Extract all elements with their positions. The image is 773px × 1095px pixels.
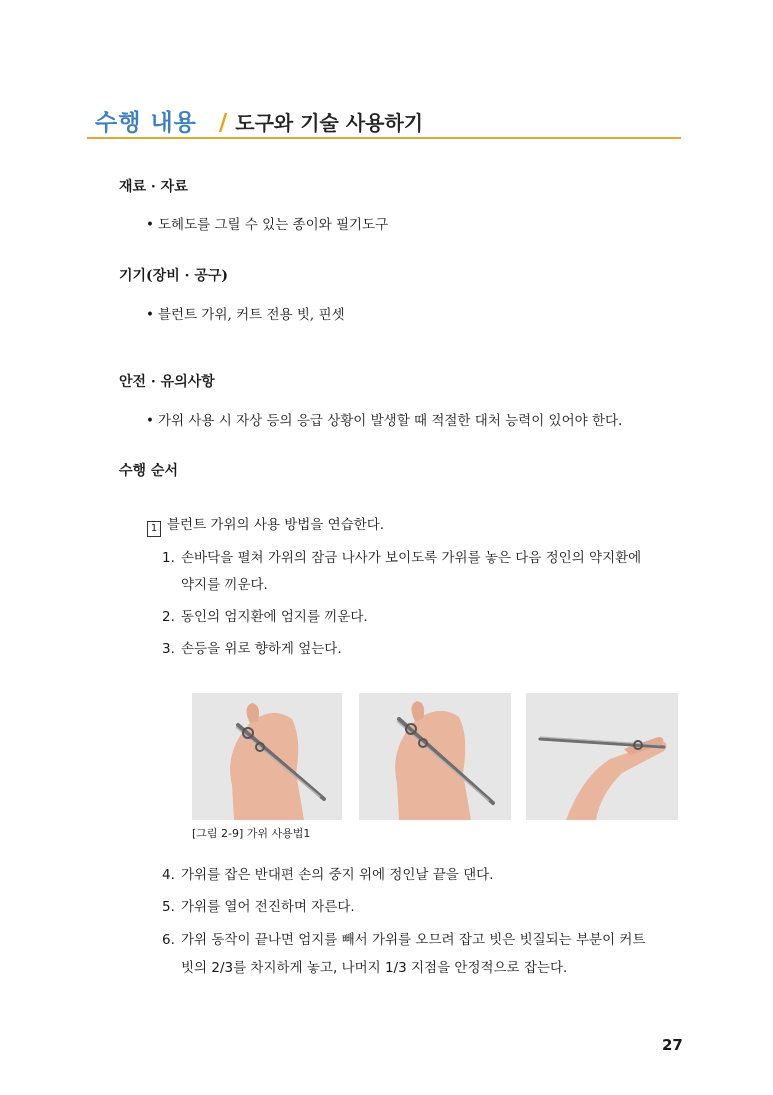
substep-text: 가위를 열어 전진하며 자른다. xyxy=(181,899,355,915)
header-rule xyxy=(87,137,681,139)
substep-item xyxy=(162,863,493,883)
safety-heading: 안전 · 유의사항 xyxy=(119,374,215,390)
substep-number: 1. xyxy=(162,550,175,566)
materials-heading: 재료 · 자료 xyxy=(119,179,188,195)
substep-number: 4. xyxy=(162,867,175,883)
hand-scissors-illustration xyxy=(526,693,678,820)
substep-text: 가위를 잡은 반대편 손의 중지 위에 정인날 끝을 댄다. xyxy=(181,867,494,883)
topic-title: 도구와 기술 사용하기 xyxy=(235,111,424,135)
substep-text: 가위 동작이 끝나면 엄지를 빼서 가위를 오므려 잡고 빗은 빗질되는 부분이 커트 xyxy=(181,932,646,948)
equipment-item: • 블런트 가위, 커트 전용 빗, 핀셋 xyxy=(146,303,345,323)
substep-number: 6. xyxy=(162,932,175,948)
substep-item xyxy=(162,895,355,915)
safety-item: • 가위 사용 시 자상 등의 응급 상황이 발생할 때 적절한 대처 능력이 있어야 한다. xyxy=(146,409,622,429)
figure-photo-2 xyxy=(359,693,511,820)
substep-item xyxy=(162,546,641,566)
procedure-step xyxy=(147,513,384,537)
substep-item xyxy=(162,637,342,657)
step-number-box: 1 xyxy=(147,521,161,537)
substep-text: 손바닥을 펼쳐 가위의 잠금 나사가 보이도록 가위를 놓은 다음 정인의 약지환에 xyxy=(181,550,642,566)
substep-number: 2. xyxy=(162,609,175,625)
procedure-heading: 수행 순서 xyxy=(119,463,178,479)
figure-photo-1 xyxy=(192,693,342,820)
section-title: 수행 내용 xyxy=(95,110,197,136)
equipment-heading: 기기(장비 · 공구) xyxy=(119,268,229,284)
substep-item xyxy=(162,605,368,625)
figure-photo-3 xyxy=(526,693,678,820)
figure-caption: [그림 2-9] 가위 사용법1 xyxy=(192,827,311,840)
substep-continuation: 약지를 끼운다. xyxy=(181,577,268,593)
hand-scissors-illustration xyxy=(359,693,511,820)
page-number: 27 xyxy=(662,1036,683,1054)
page-header xyxy=(95,104,423,137)
substep-continuation: 빗의 2/3를 차지하게 놓고, 나머지 1/3 지점을 안정적으로 잡는다. xyxy=(181,960,568,976)
substep-number: 3. xyxy=(162,641,175,657)
substep-number: 5. xyxy=(162,899,175,915)
substep-text: 손등을 위로 향하게 엎는다. xyxy=(181,641,342,657)
step-text: 블런트 가위의 사용 방법을 연습한다. xyxy=(167,517,385,533)
header-slash: / xyxy=(218,110,228,136)
hand-scissors-illustration xyxy=(192,693,342,820)
materials-item: • 도헤도를 그릴 수 있는 종이와 필기도구 xyxy=(146,213,388,233)
substep-item xyxy=(162,928,646,948)
substep-text: 동인의 엄지환에 엄지를 끼운다. xyxy=(181,609,368,625)
